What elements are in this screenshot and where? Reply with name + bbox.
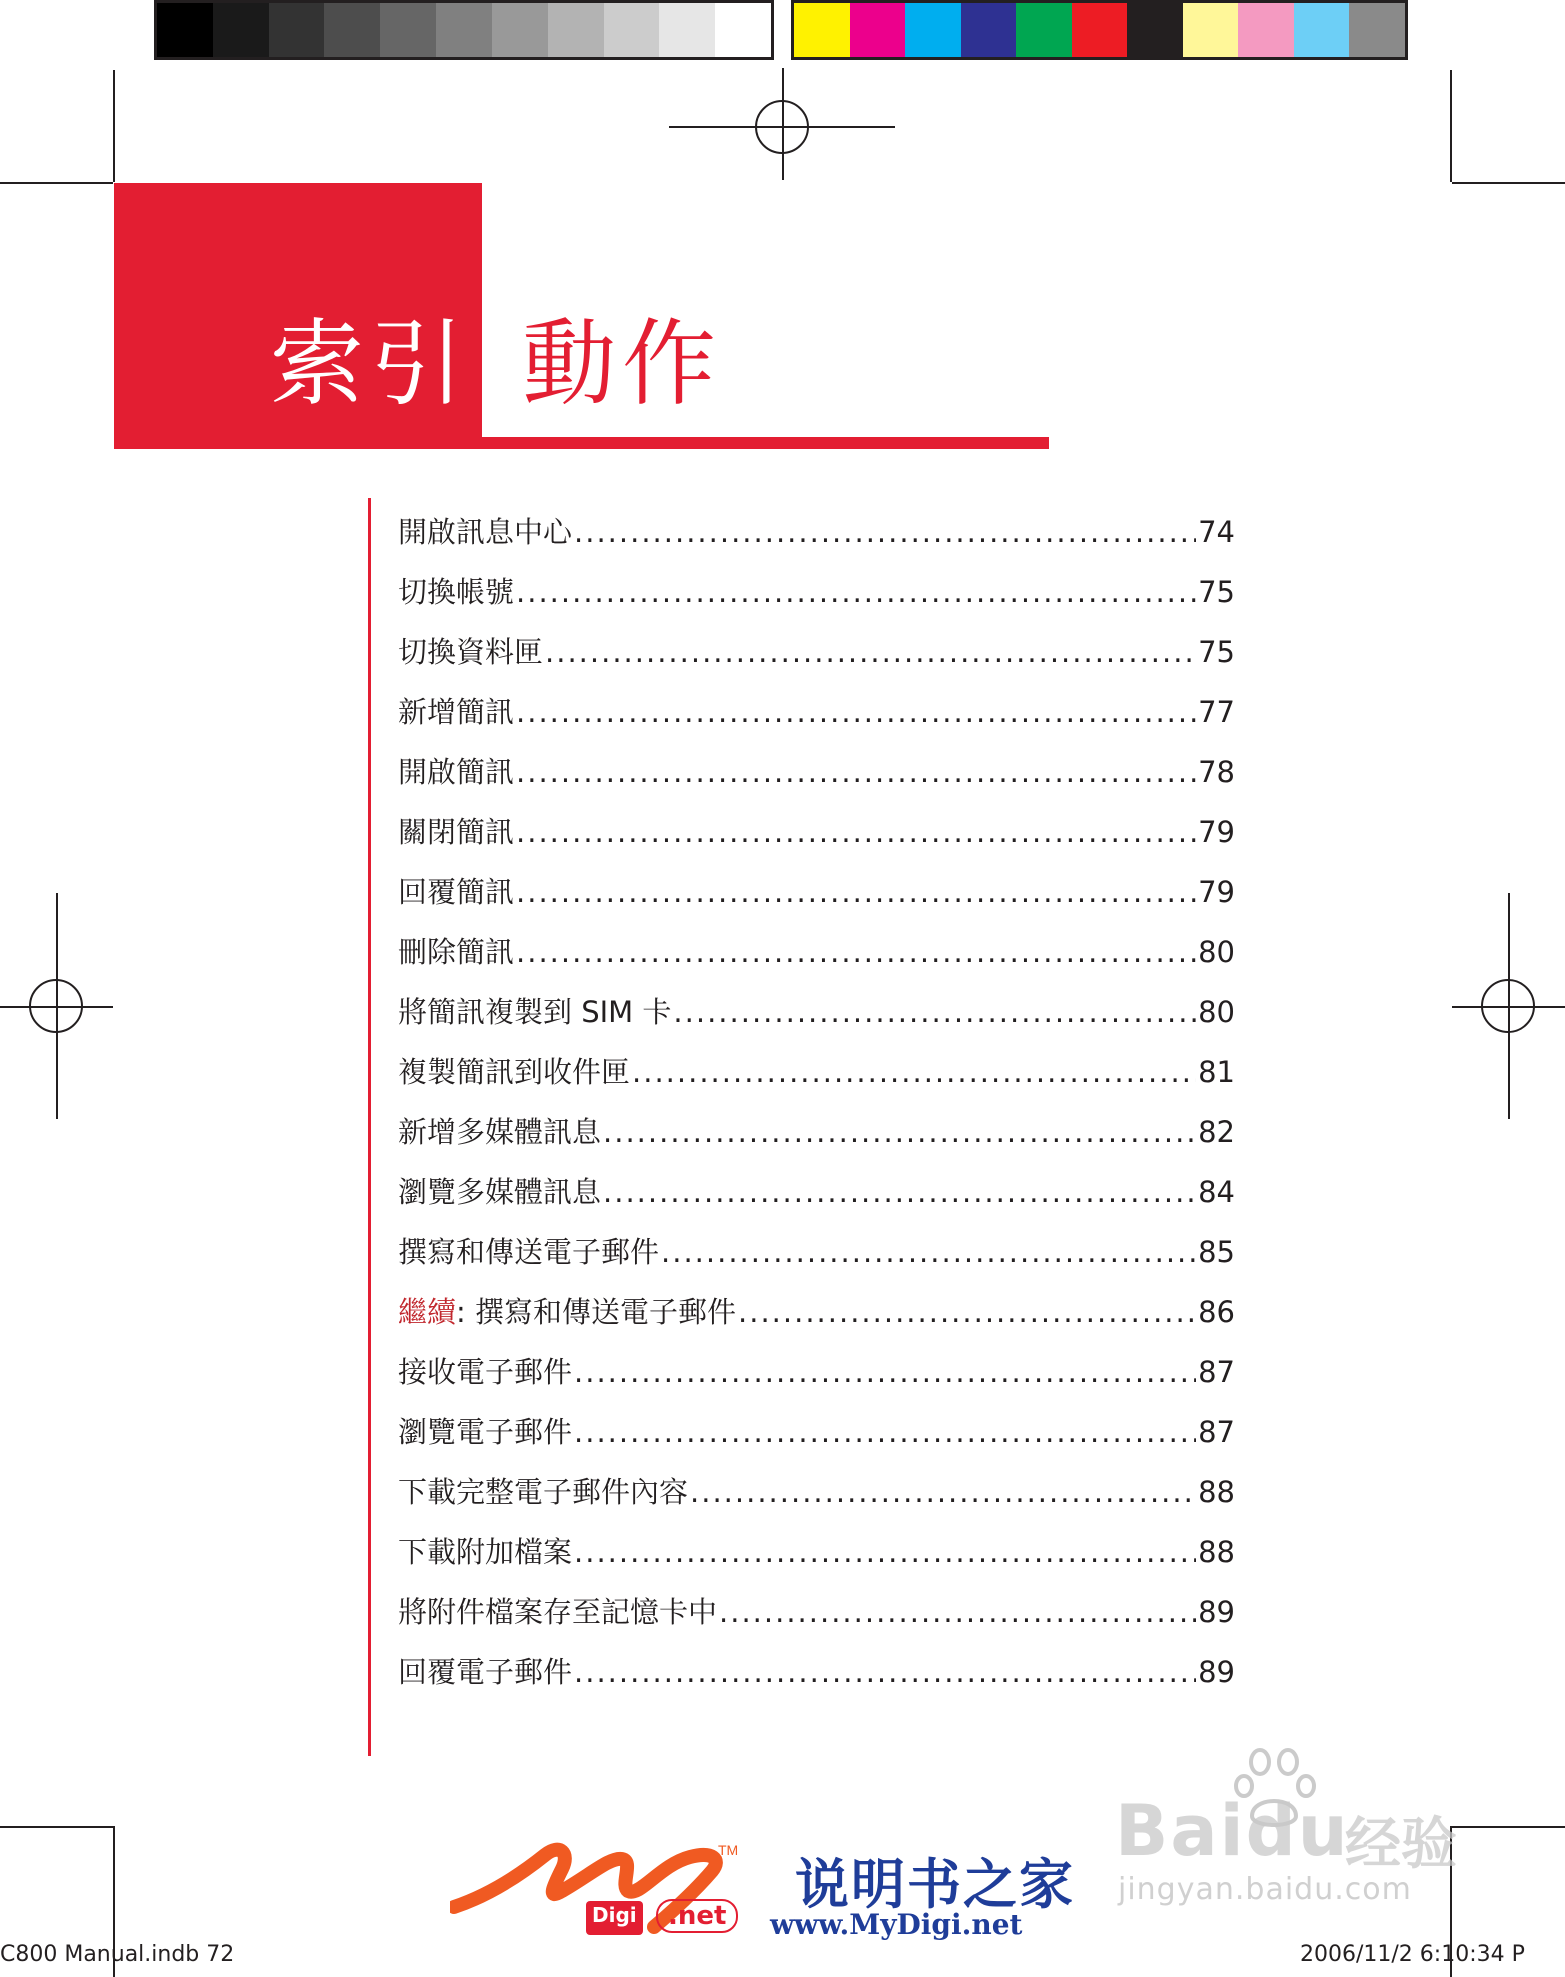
baidu-watermark-chinese: 经验	[1345, 1812, 1457, 1877]
index-entry	[398, 510, 1235, 570]
index-entry-text: 新增簡訊	[398, 695, 515, 729]
index-entry-label	[398, 930, 514, 971]
index-entry-label	[398, 1290, 736, 1331]
dot-leader	[574, 1355, 1196, 1389]
color-swatch	[961, 3, 1017, 57]
color-swatch	[604, 3, 660, 57]
index-entry	[398, 1290, 1235, 1350]
title-red-rule	[482, 437, 1049, 449]
index-entry-text: 回覆電子郵件	[398, 1655, 573, 1689]
index-entry-label	[398, 630, 543, 671]
color-swatch	[324, 3, 380, 57]
slug-file: C800 Manual.indb 72	[0, 1942, 235, 1967]
crop-mark	[0, 1826, 113, 1828]
index-entry-page: 79	[1198, 875, 1235, 909]
index-entry-page: 84	[1198, 1175, 1235, 1209]
color-swatch	[1294, 3, 1350, 57]
grayscale-color-bar	[154, 0, 774, 60]
index-entry	[398, 570, 1235, 630]
index-entry-page: 88	[1198, 1475, 1235, 1509]
index-entry-text: 複製簡訊到收件匣	[398, 1055, 631, 1089]
index-entry-text: 切換資料匣	[398, 635, 544, 669]
dot-leader	[673, 995, 1196, 1029]
crop-mark	[1452, 1826, 1565, 1828]
index-entry-label	[398, 690, 514, 731]
color-swatch	[794, 3, 850, 57]
index-entry-label	[398, 1650, 572, 1691]
index-entry-text: 將簡訊複製到 SIM 卡	[398, 995, 672, 1029]
color-swatch	[548, 3, 604, 57]
index-entry-page: 75	[1198, 575, 1235, 609]
dot-leader	[516, 695, 1196, 729]
index-entry-label	[398, 990, 671, 1031]
index-entry-text: : 撰寫和傳送電子郵件	[456, 1295, 737, 1329]
index-entry	[398, 930, 1235, 990]
index-entry	[398, 1410, 1235, 1470]
index-entry-text: 切換帳號	[398, 575, 515, 609]
index-entry-text: 刪除簡訊	[398, 935, 515, 969]
index-entry-label	[398, 1590, 717, 1631]
color-swatch	[492, 3, 548, 57]
dot-leader	[603, 1175, 1196, 1209]
index-entry-text: 開啟簡訊	[398, 755, 515, 789]
index-entry	[398, 1650, 1235, 1710]
baidu-watermark-brand: Baidu	[1115, 1790, 1350, 1872]
index-entry-page: 80	[1198, 935, 1235, 969]
index-entry-page: 79	[1198, 815, 1235, 849]
index-entry-label	[398, 870, 514, 911]
index-entry-page: 85	[1198, 1235, 1235, 1269]
index-entry-label	[398, 1350, 572, 1391]
color-swatch	[1016, 3, 1072, 57]
index-entry-page: 78	[1198, 755, 1235, 789]
index-entry-page: 77	[1198, 695, 1235, 729]
dot-leader	[661, 1235, 1196, 1269]
color-swatch	[157, 3, 213, 57]
index-entry-label	[398, 750, 514, 791]
index-entry-text: 回覆簡訊	[398, 875, 515, 909]
color-swatch	[380, 3, 436, 57]
dot-leader	[690, 1475, 1196, 1509]
index-entry-page: 89	[1198, 1595, 1235, 1629]
index-entry-text: 瀏覽電子郵件	[398, 1415, 573, 1449]
index-entry-label	[398, 1170, 601, 1211]
index-entry-text: 關閉簡訊	[398, 815, 515, 849]
index-entry	[398, 870, 1235, 930]
continued-marker: 繼續	[398, 1295, 457, 1329]
mydigi-trademark: TM	[718, 1842, 739, 1858]
index-entry-text: 撰寫和傳送電子郵件	[398, 1235, 660, 1269]
registration-mark-circle	[1481, 979, 1535, 1033]
mydigi-url: www.MyDigi.net	[770, 1908, 1023, 1941]
index-list	[398, 510, 1235, 1710]
crop-mark	[113, 70, 115, 182]
index-entry	[398, 1230, 1235, 1290]
index-entry-text: 開啟訊息中心	[398, 515, 573, 549]
color-swatch	[1072, 3, 1128, 57]
color-swatch	[1238, 3, 1294, 57]
index-entry	[398, 1350, 1235, 1410]
index-entry-page: 80	[1198, 995, 1235, 1029]
index-entry-label	[398, 570, 514, 611]
index-entry	[398, 690, 1235, 750]
index-entry-text: 下載附加檔案	[398, 1535, 573, 1569]
color-swatch	[1183, 3, 1239, 57]
dot-leader	[738, 1295, 1196, 1329]
dot-leader	[516, 875, 1196, 909]
mydigi-chinese-name: 说明书之家	[795, 1852, 1075, 1916]
index-entry-page: 89	[1198, 1655, 1235, 1689]
dot-leader	[603, 1115, 1196, 1149]
index-entry-label	[398, 510, 572, 551]
dot-leader	[574, 1535, 1196, 1569]
color-swatch	[213, 3, 269, 57]
index-entry-text: 瀏覽多媒體訊息	[398, 1175, 602, 1209]
registration-mark-circle	[29, 979, 83, 1033]
dot-leader	[516, 755, 1196, 789]
index-entry-label	[398, 1470, 688, 1511]
color-swatch	[436, 3, 492, 57]
registration-mark-circle	[755, 100, 809, 154]
dot-leader	[516, 815, 1196, 849]
index-entry	[398, 1470, 1235, 1530]
index-entry-page: 82	[1198, 1115, 1235, 1149]
list-vertical-rule	[368, 498, 371, 1756]
index-entry-page: 87	[1198, 1415, 1235, 1449]
color-swatch	[715, 3, 771, 57]
color-swatch	[1127, 3, 1183, 57]
index-entry	[398, 1050, 1235, 1110]
mydigi-tag: Digi	[586, 1901, 643, 1935]
dot-leader	[632, 1055, 1196, 1089]
index-entry	[398, 1530, 1235, 1590]
index-entry-text: 接收電子郵件	[398, 1355, 573, 1389]
dot-leader	[574, 1415, 1196, 1449]
mydigi-net: .net	[656, 1899, 738, 1933]
dot-leader	[719, 1595, 1196, 1629]
index-entry	[398, 750, 1235, 810]
index-entry-label	[398, 1530, 572, 1571]
crop-mark	[0, 182, 113, 184]
page-title: 索引	[270, 310, 471, 419]
index-entry-text: 下載完整電子郵件內容	[398, 1475, 689, 1509]
color-swatch	[659, 3, 715, 57]
dot-leader	[545, 635, 1196, 669]
index-entry-page: 75	[1198, 635, 1235, 669]
index-entry	[398, 1110, 1235, 1170]
index-entry-page: 74	[1198, 515, 1235, 549]
dot-leader	[574, 1655, 1196, 1689]
index-entry-page: 81	[1198, 1055, 1235, 1089]
index-entry	[398, 630, 1235, 690]
index-entry	[398, 810, 1235, 870]
page-subtitle: 動作	[522, 310, 723, 419]
color-swatch	[1349, 3, 1405, 57]
index-entry	[398, 1170, 1235, 1230]
dot-leader	[516, 935, 1196, 969]
index-entry-label	[398, 810, 514, 851]
index-entry-page: 87	[1198, 1355, 1235, 1389]
index-entry-label	[398, 1230, 659, 1271]
slug-date: 2006/11/2 6:10:34 P	[1300, 1942, 1525, 1967]
index-entry	[398, 990, 1235, 1050]
index-entry-text: 新增多媒體訊息	[398, 1115, 602, 1149]
crop-mark	[1452, 182, 1565, 184]
index-entry-page: 86	[1198, 1295, 1235, 1329]
color-swatch	[850, 3, 906, 57]
dot-leader	[574, 515, 1196, 549]
dot-leader	[516, 575, 1196, 609]
crop-mark	[1450, 70, 1452, 182]
color-swatch	[269, 3, 325, 57]
index-entry-label	[398, 1050, 630, 1091]
index-entry-label	[398, 1110, 601, 1151]
index-entry-text: 將附件檔案存至記憶卡中	[398, 1595, 718, 1629]
color-swatch	[905, 3, 961, 57]
index-entry	[398, 1590, 1235, 1650]
baidu-watermark-url: jingyan.baidu.com	[1118, 1872, 1412, 1907]
index-entry-page: 88	[1198, 1535, 1235, 1569]
process-color-bar	[791, 0, 1408, 60]
index-entry-label	[398, 1410, 572, 1451]
